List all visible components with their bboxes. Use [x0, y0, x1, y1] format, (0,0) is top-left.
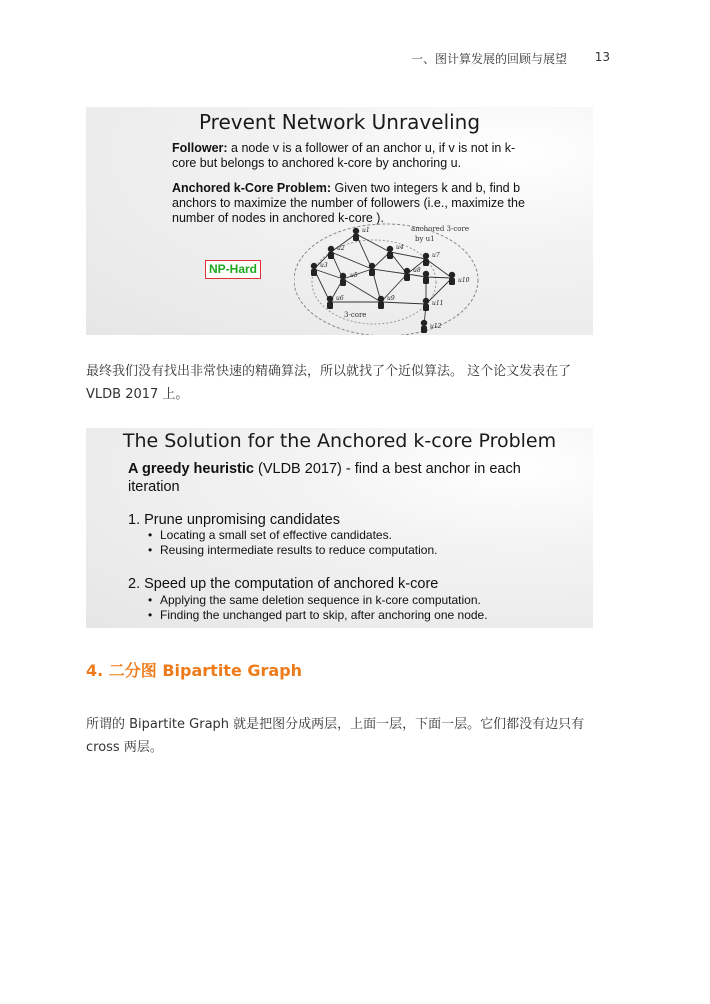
follower-term: Follower: — [172, 141, 228, 155]
inner-label: 3-core — [344, 311, 367, 319]
running-title: 一、图计算发展的回顾与展望 — [410, 52, 567, 66]
step-2-heading: 2. Speed up the computation of anchored k-core — [128, 576, 439, 592]
body-paragraph-2: 所谓的 Bipartite Graph 就是把图分成两层，上面一层，下面一层。它们都没有边只有 cross 两层。 — [86, 717, 585, 755]
node-u4 — [387, 246, 393, 259]
node-u8b — [423, 271, 429, 284]
step-2-bullets — [148, 593, 488, 623]
label-u6: u6 — [336, 295, 344, 302]
label-u5: u5 — [350, 272, 358, 279]
follower-text: a node v is a follower of an anchor u, if v is not in k-core but belongs to anchored k-core by anchoring u. — [172, 141, 516, 170]
slide-title: The Solution for the Anchored k-core Problem — [122, 430, 557, 452]
label-u8: u8 — [413, 267, 421, 274]
node-u3 — [311, 263, 317, 276]
slide-prevent-network-unraveling — [86, 107, 593, 335]
node-u5 — [340, 273, 346, 286]
page-header — [0, 50, 710, 70]
label-u7: u7 — [432, 252, 440, 259]
node-u8 — [404, 268, 410, 281]
node-u10 — [449, 272, 455, 285]
node-u9 — [378, 296, 384, 309]
greedy-text: (VLDB 2017) - find a best anchor in each iteration — [128, 461, 521, 495]
step-1-heading: 1. Prune unpromising candidates — [128, 512, 340, 528]
node-u11 — [423, 298, 429, 311]
step-1-bullets — [148, 528, 437, 558]
node-u12 — [421, 320, 427, 333]
node-u2 — [328, 246, 334, 259]
outer-label-by: by u1 — [415, 235, 435, 243]
node-u7 — [423, 253, 429, 266]
label-u2: u2 — [337, 245, 345, 252]
label-u12: u12 — [430, 323, 442, 330]
slide-title: Prevent Network Unraveling — [198, 110, 481, 134]
body-paragraph-1: 最终我们没有找出非常快速的精确算法，所以就找了个近似算法。 这个论文发表在了 VLDB 2017 上。 — [86, 364, 572, 402]
follower-definition — [172, 141, 532, 171]
greedy-term: A greedy heuristic — [128, 461, 254, 477]
label-u1: u1 — [362, 227, 370, 234]
label-u4: u4 — [396, 244, 404, 251]
label-u10: u10 — [458, 277, 470, 284]
step-2-bullet: • Finding the unchanged part to skip, after anchoring one node. — [148, 608, 488, 623]
node-u5b — [369, 263, 375, 276]
step-1-bullet: • Locating a small set of effective candidates. — [148, 528, 437, 543]
step-1-bullet: • Reusing intermediate results to reduce computation. — [148, 543, 437, 558]
greedy-heuristic-intro — [128, 460, 548, 496]
label-u3: u3 — [320, 262, 328, 269]
outer-label: anchored 3-core — [411, 225, 469, 233]
node-u6 — [327, 296, 333, 309]
page-number: 13 — [594, 50, 610, 64]
section-heading: 4. 二分图 Bipartite Graph — [86, 661, 303, 680]
step-2-bullet: • Applying the same deletion sequence in k-core computation. — [148, 593, 488, 608]
label-u11: u11 — [432, 300, 444, 307]
np-hard-badge: NP-Hard — [205, 260, 261, 279]
label-u9: u9 — [387, 295, 395, 302]
slide-anchored-core-solution — [86, 428, 593, 628]
problem-definition — [172, 181, 532, 226]
problem-text: Given two integers k and b, find b anchors to maximize the number of followers (i.e., maximize the number of nodes in anchored k-core ). — [172, 181, 525, 225]
anchored-core-graph — [294, 222, 584, 335]
problem-term: Anchored k-Core Problem: — [172, 181, 332, 195]
node-u1 — [353, 228, 359, 241]
